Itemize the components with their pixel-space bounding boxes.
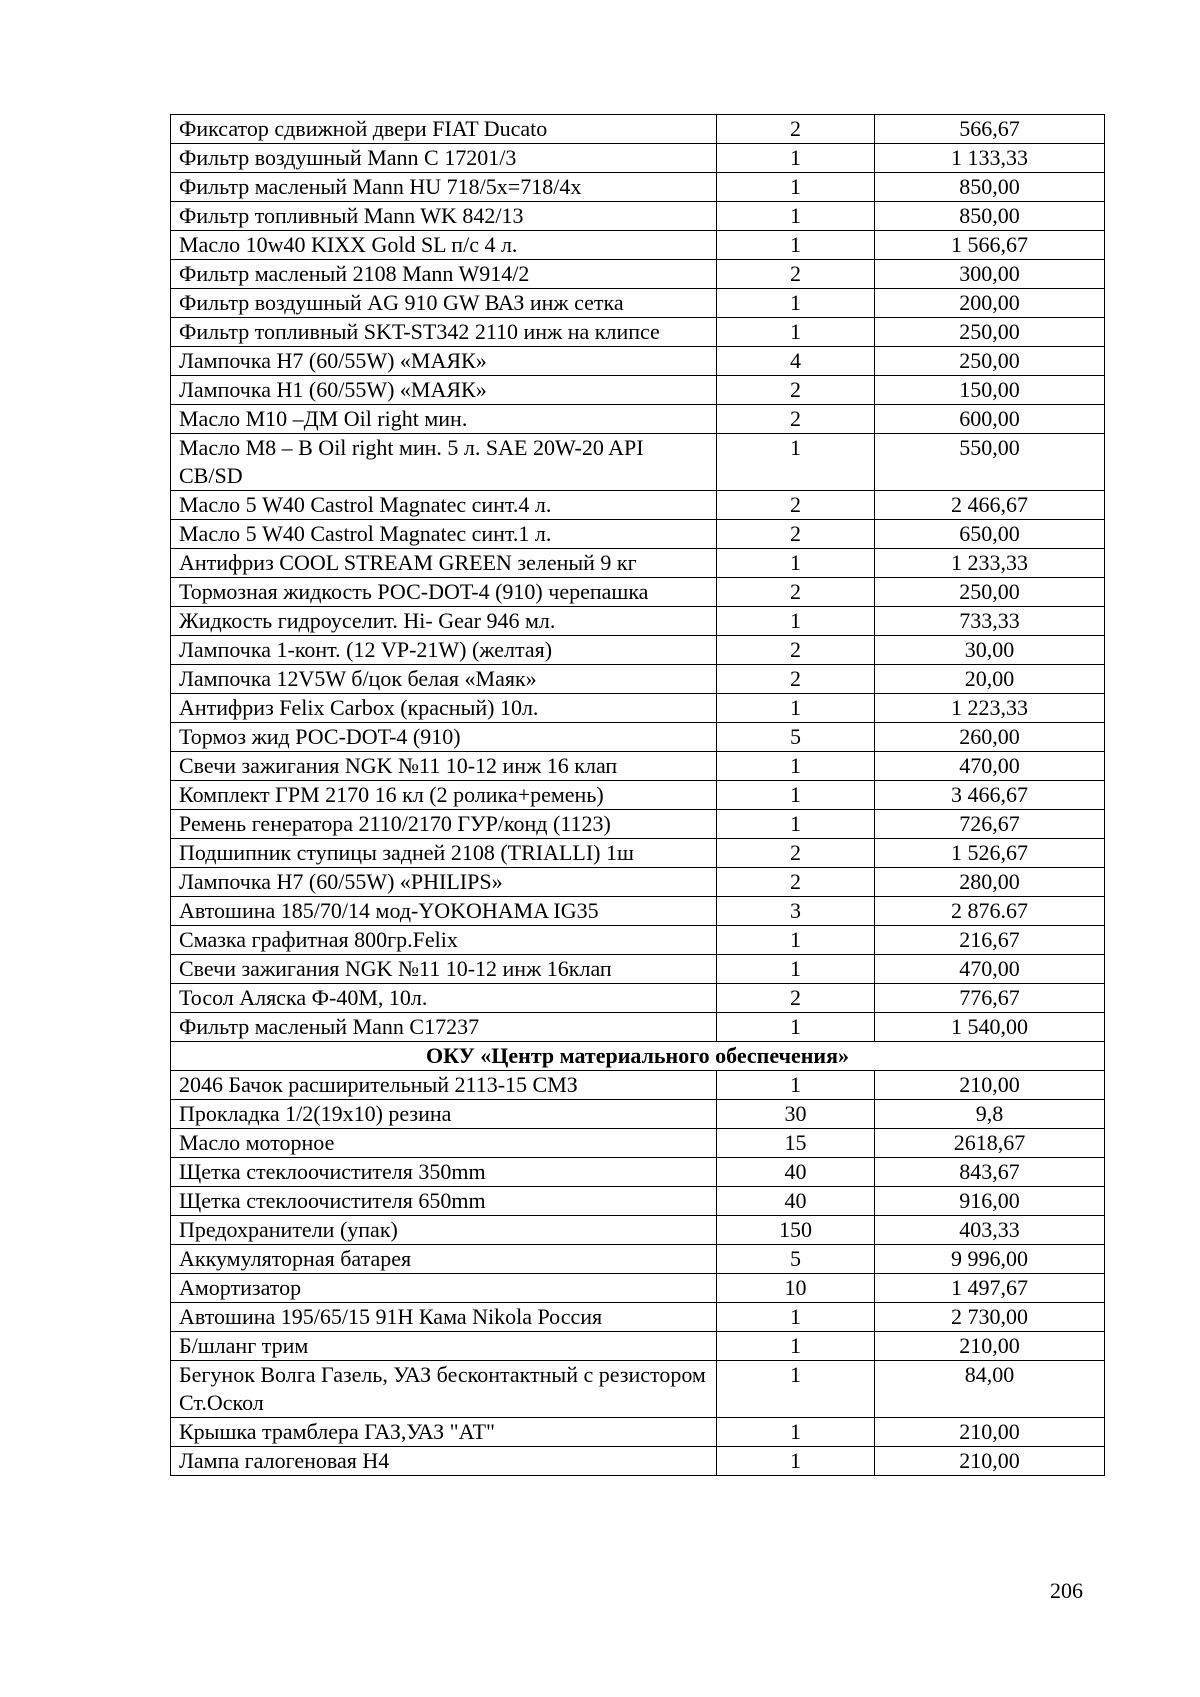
table-row	[171, 1447, 1105, 1476]
table-row	[171, 491, 1105, 520]
item-price-cell: 2 876.67	[875, 897, 1105, 926]
item-price-cell: 250,00	[875, 578, 1105, 607]
item-name-cell: Фильтр масленый Mann HU 718/5x=718/4x	[171, 173, 717, 202]
item-name-cell: Крышка трамблера ГАЗ,УАЗ "АТ"	[171, 1418, 717, 1447]
table-row	[171, 1245, 1105, 1274]
item-qty-cell: 5	[717, 723, 875, 752]
item-qty-cell: 2	[717, 260, 875, 289]
page-number: 206	[1050, 1578, 1083, 1603]
table-row	[171, 1129, 1105, 1158]
item-price-cell: 210,00	[875, 1418, 1105, 1447]
item-name-cell: Свечи зажигания NGK №11 10-12 инж 16 клап	[171, 752, 717, 781]
item-qty-cell: 5	[717, 1245, 875, 1274]
item-price-cell: 733,33	[875, 607, 1105, 636]
item-price-cell: 9 996,00	[875, 1245, 1105, 1274]
item-name-cell: Автошина 185/70/14 мод-YOKOHAMA IG35	[171, 897, 717, 926]
item-name-cell: Ремень генератора 2110/2170 ГУР/конд (1123)	[171, 810, 717, 839]
item-name-cell: Лампочка H7 (60/55W) «PHILIPS»	[171, 868, 717, 897]
item-price-cell: 1 133,33	[875, 144, 1105, 173]
item-name-cell: Смазка графитная 800гр.Felix	[171, 926, 717, 955]
items-table-body	[171, 115, 1105, 1476]
item-name-cell: Масло 5 W40 Castrol Magnatec синт.1 л.	[171, 520, 717, 549]
item-name-cell: Тосол Аляска Ф-40М, 10л.	[171, 984, 717, 1013]
item-qty-cell: 2	[717, 115, 875, 144]
item-price-cell: 600,00	[875, 405, 1105, 434]
item-name-cell: Антифриз COOL STREAM GREEN зеленый 9 кг	[171, 549, 717, 578]
item-price-cell: 2618,67	[875, 1129, 1105, 1158]
item-price-cell: 850,00	[875, 202, 1105, 231]
item-qty-cell: 2	[717, 491, 875, 520]
table-row	[171, 665, 1105, 694]
item-qty-cell: 1	[717, 926, 875, 955]
section-title: ОКУ «Центр материального обеспечения»	[171, 1042, 1105, 1071]
item-price-cell: 30,00	[875, 636, 1105, 665]
item-name-cell: Антифриз Felix Carbox (красный) 10л.	[171, 694, 717, 723]
item-price-cell: 776,67	[875, 984, 1105, 1013]
item-name-cell: Б/шланг трим	[171, 1332, 717, 1361]
item-qty-cell: 2	[717, 405, 875, 434]
item-qty-cell: 150	[717, 1216, 875, 1245]
item-qty-cell: 1	[717, 173, 875, 202]
item-qty-cell: 1	[717, 607, 875, 636]
table-row	[171, 1303, 1105, 1332]
item-name-cell: Тормозная жидкость РОС-DOT-4 (910) черепашка	[171, 578, 717, 607]
item-name-cell: Лампочка H7 (60/55W) «МАЯК»	[171, 347, 717, 376]
item-qty-cell: 1	[717, 318, 875, 347]
item-name-cell: Масло моторное	[171, 1129, 717, 1158]
table-row	[171, 897, 1105, 926]
table-row	[171, 868, 1105, 897]
item-qty-cell: 1	[717, 1361, 875, 1418]
item-name-cell: Масло М8 – В Oil right мин. 5 л. SAE 20W-20 API CB/SD	[171, 434, 717, 491]
item-qty-cell: 3	[717, 897, 875, 926]
item-name-cell: Бегунок Волга Газель, УАЗ бесконтактный с резистором Ст.Оскол	[171, 1361, 717, 1418]
item-name-cell: Фиксатор сдвижной двери FIAT Ducato	[171, 115, 717, 144]
item-qty-cell: 1	[717, 434, 875, 491]
table-row	[171, 549, 1105, 578]
item-qty-cell: 1	[717, 1447, 875, 1476]
table-row	[171, 781, 1105, 810]
table-row	[171, 434, 1105, 491]
item-price-cell: 250,00	[875, 347, 1105, 376]
item-name-cell: Предохранители (упак)	[171, 1216, 717, 1245]
item-price-cell: 210,00	[875, 1332, 1105, 1361]
table-row	[171, 955, 1105, 984]
item-qty-cell: 30	[717, 1100, 875, 1129]
table-row	[171, 810, 1105, 839]
item-name-cell: Комплект ГРМ 2170 16 кл (2 ролика+ремень)	[171, 781, 717, 810]
table-row	[171, 1158, 1105, 1187]
item-price-cell: 566,67	[875, 115, 1105, 144]
items-table	[170, 114, 1105, 1476]
table-row	[171, 984, 1105, 1013]
table-row	[171, 694, 1105, 723]
item-name-cell: Тормоз жид РОС-DOT-4 (910)	[171, 723, 717, 752]
item-price-cell: 84,00	[875, 1361, 1105, 1418]
item-price-cell: 150,00	[875, 376, 1105, 405]
item-price-cell: 210,00	[875, 1447, 1105, 1476]
item-qty-cell: 2	[717, 376, 875, 405]
item-qty-cell: 1	[717, 694, 875, 723]
table-row	[171, 289, 1105, 318]
item-name-cell: Фильтр топливный Mann WK 842/13	[171, 202, 717, 231]
item-qty-cell: 40	[717, 1187, 875, 1216]
item-qty-cell: 1	[717, 810, 875, 839]
item-qty-cell: 1	[717, 289, 875, 318]
item-qty-cell: 2	[717, 520, 875, 549]
item-name-cell: Аккумуляторная батарея	[171, 1245, 717, 1274]
item-name-cell: Фильтр воздушный Mann C 17201/3	[171, 144, 717, 173]
item-price-cell: 1 526,67	[875, 839, 1105, 868]
item-price-cell: 260,00	[875, 723, 1105, 752]
table-row	[171, 1013, 1105, 1042]
item-price-cell: 550,00	[875, 434, 1105, 491]
item-name-cell: Масло М10 –ДМ Oil right мин.	[171, 405, 717, 434]
table-row	[171, 1361, 1105, 1418]
item-name-cell: Лампа галогеновая Н4	[171, 1447, 717, 1476]
table-row	[171, 115, 1105, 144]
table-row	[171, 1332, 1105, 1361]
item-name-cell: Автошина 195/65/15 91Н Кама Nikola Россия	[171, 1303, 717, 1332]
item-price-cell: 200,00	[875, 289, 1105, 318]
table-row	[171, 318, 1105, 347]
item-name-cell: Лампочка 1-конт. (12 VP-21W) (желтая)	[171, 636, 717, 665]
item-price-cell: 1 497,67	[875, 1274, 1105, 1303]
table-row	[171, 1071, 1105, 1100]
table-row	[171, 173, 1105, 202]
table-row	[171, 1187, 1105, 1216]
item-price-cell: 2 466,67	[875, 491, 1105, 520]
table-row	[171, 578, 1105, 607]
table-row	[171, 144, 1105, 173]
item-qty-cell: 1	[717, 1071, 875, 1100]
item-qty-cell: 1	[717, 549, 875, 578]
item-name-cell: 2046 Бачок расширительный 2113-15 СМЗ	[171, 1071, 717, 1100]
table-row	[171, 636, 1105, 665]
item-price-cell: 726,67	[875, 810, 1105, 839]
item-name-cell: Масло 10w40 KIXX Gold SL п/с 4 л.	[171, 231, 717, 260]
item-price-cell: 1 540,00	[875, 1013, 1105, 1042]
table-row	[171, 347, 1105, 376]
item-name-cell: Фильтр масленый 2108 Mann W914/2	[171, 260, 717, 289]
item-price-cell: 1 223,33	[875, 694, 1105, 723]
item-price-cell: 280,00	[875, 868, 1105, 897]
table-row	[171, 231, 1105, 260]
item-qty-cell: 1	[717, 1332, 875, 1361]
item-qty-cell: 1	[717, 781, 875, 810]
item-qty-cell: 2	[717, 984, 875, 1013]
item-price-cell: 916,00	[875, 1187, 1105, 1216]
item-price-cell: 210,00	[875, 1071, 1105, 1100]
item-price-cell: 470,00	[875, 752, 1105, 781]
item-name-cell: Лампочка 12V5W б/цок белая «Маяк»	[171, 665, 717, 694]
table-row	[171, 1100, 1105, 1129]
item-price-cell: 850,00	[875, 173, 1105, 202]
item-price-cell: 2 730,00	[875, 1303, 1105, 1332]
table-row	[171, 202, 1105, 231]
item-name-cell: Жидкость гидроуселит. Hi- Gear 946 мл.	[171, 607, 717, 636]
table-row	[171, 723, 1105, 752]
item-name-cell: Щетка стеклоочистителя 650mm	[171, 1187, 717, 1216]
table-row	[171, 405, 1105, 434]
item-qty-cell: 1	[717, 955, 875, 984]
table-row	[171, 1216, 1105, 1245]
item-price-cell: 470,00	[875, 955, 1105, 984]
item-name-cell: Амортизатор	[171, 1274, 717, 1303]
item-name-cell: Прокладка 1/2(19х10) резина	[171, 1100, 717, 1129]
item-name-cell: Фильтр топливный SKT-ST342 2110 инж на клипсе	[171, 318, 717, 347]
table-row	[171, 1418, 1105, 1447]
item-qty-cell: 2	[717, 665, 875, 694]
item-qty-cell: 2	[717, 578, 875, 607]
item-name-cell: Подшипник ступицы задней 2108 (TRIALLI) 1ш	[171, 839, 717, 868]
item-price-cell: 1 233,33	[875, 549, 1105, 578]
section-header-row	[171, 1042, 1105, 1071]
item-qty-cell: 40	[717, 1158, 875, 1187]
item-name-cell: Фильтр масленый Mann C17237	[171, 1013, 717, 1042]
item-price-cell: 20,00	[875, 665, 1105, 694]
item-qty-cell: 1	[717, 752, 875, 781]
table-row	[171, 607, 1105, 636]
item-qty-cell: 1	[717, 1303, 875, 1332]
item-name-cell: Щетка стеклоочистителя 350mm	[171, 1158, 717, 1187]
item-name-cell: Масло 5 W40 Castrol Magnatec синт.4 л.	[171, 491, 717, 520]
item-price-cell: 216,67	[875, 926, 1105, 955]
table-row	[171, 839, 1105, 868]
item-price-cell: 9,8	[875, 1100, 1105, 1129]
item-price-cell: 403,33	[875, 1216, 1105, 1245]
table-row	[171, 1274, 1105, 1303]
table-row	[171, 260, 1105, 289]
item-qty-cell: 15	[717, 1129, 875, 1158]
item-name-cell: Фильтр воздушный AG 910 GW ВАЗ инж сетка	[171, 289, 717, 318]
item-price-cell: 843,67	[875, 1158, 1105, 1187]
item-qty-cell: 2	[717, 839, 875, 868]
table-row	[171, 520, 1105, 549]
item-qty-cell: 2	[717, 636, 875, 665]
item-name-cell: Свечи зажигания NGK №11 10-12 инж 16клап	[171, 955, 717, 984]
item-price-cell: 3 466,67	[875, 781, 1105, 810]
item-qty-cell: 4	[717, 347, 875, 376]
item-qty-cell: 1	[717, 202, 875, 231]
item-price-cell: 1 566,67	[875, 231, 1105, 260]
item-qty-cell: 1	[717, 1013, 875, 1042]
table-row	[171, 376, 1105, 405]
item-qty-cell: 2	[717, 868, 875, 897]
item-qty-cell: 1	[717, 1418, 875, 1447]
item-qty-cell: 1	[717, 144, 875, 173]
table-row	[171, 926, 1105, 955]
item-price-cell: 300,00	[875, 260, 1105, 289]
item-qty-cell: 10	[717, 1274, 875, 1303]
item-price-cell: 250,00	[875, 318, 1105, 347]
item-price-cell: 650,00	[875, 520, 1105, 549]
item-name-cell: Лампочка H1 (60/55W) «МАЯК»	[171, 376, 717, 405]
item-qty-cell: 1	[717, 231, 875, 260]
table-row	[171, 752, 1105, 781]
